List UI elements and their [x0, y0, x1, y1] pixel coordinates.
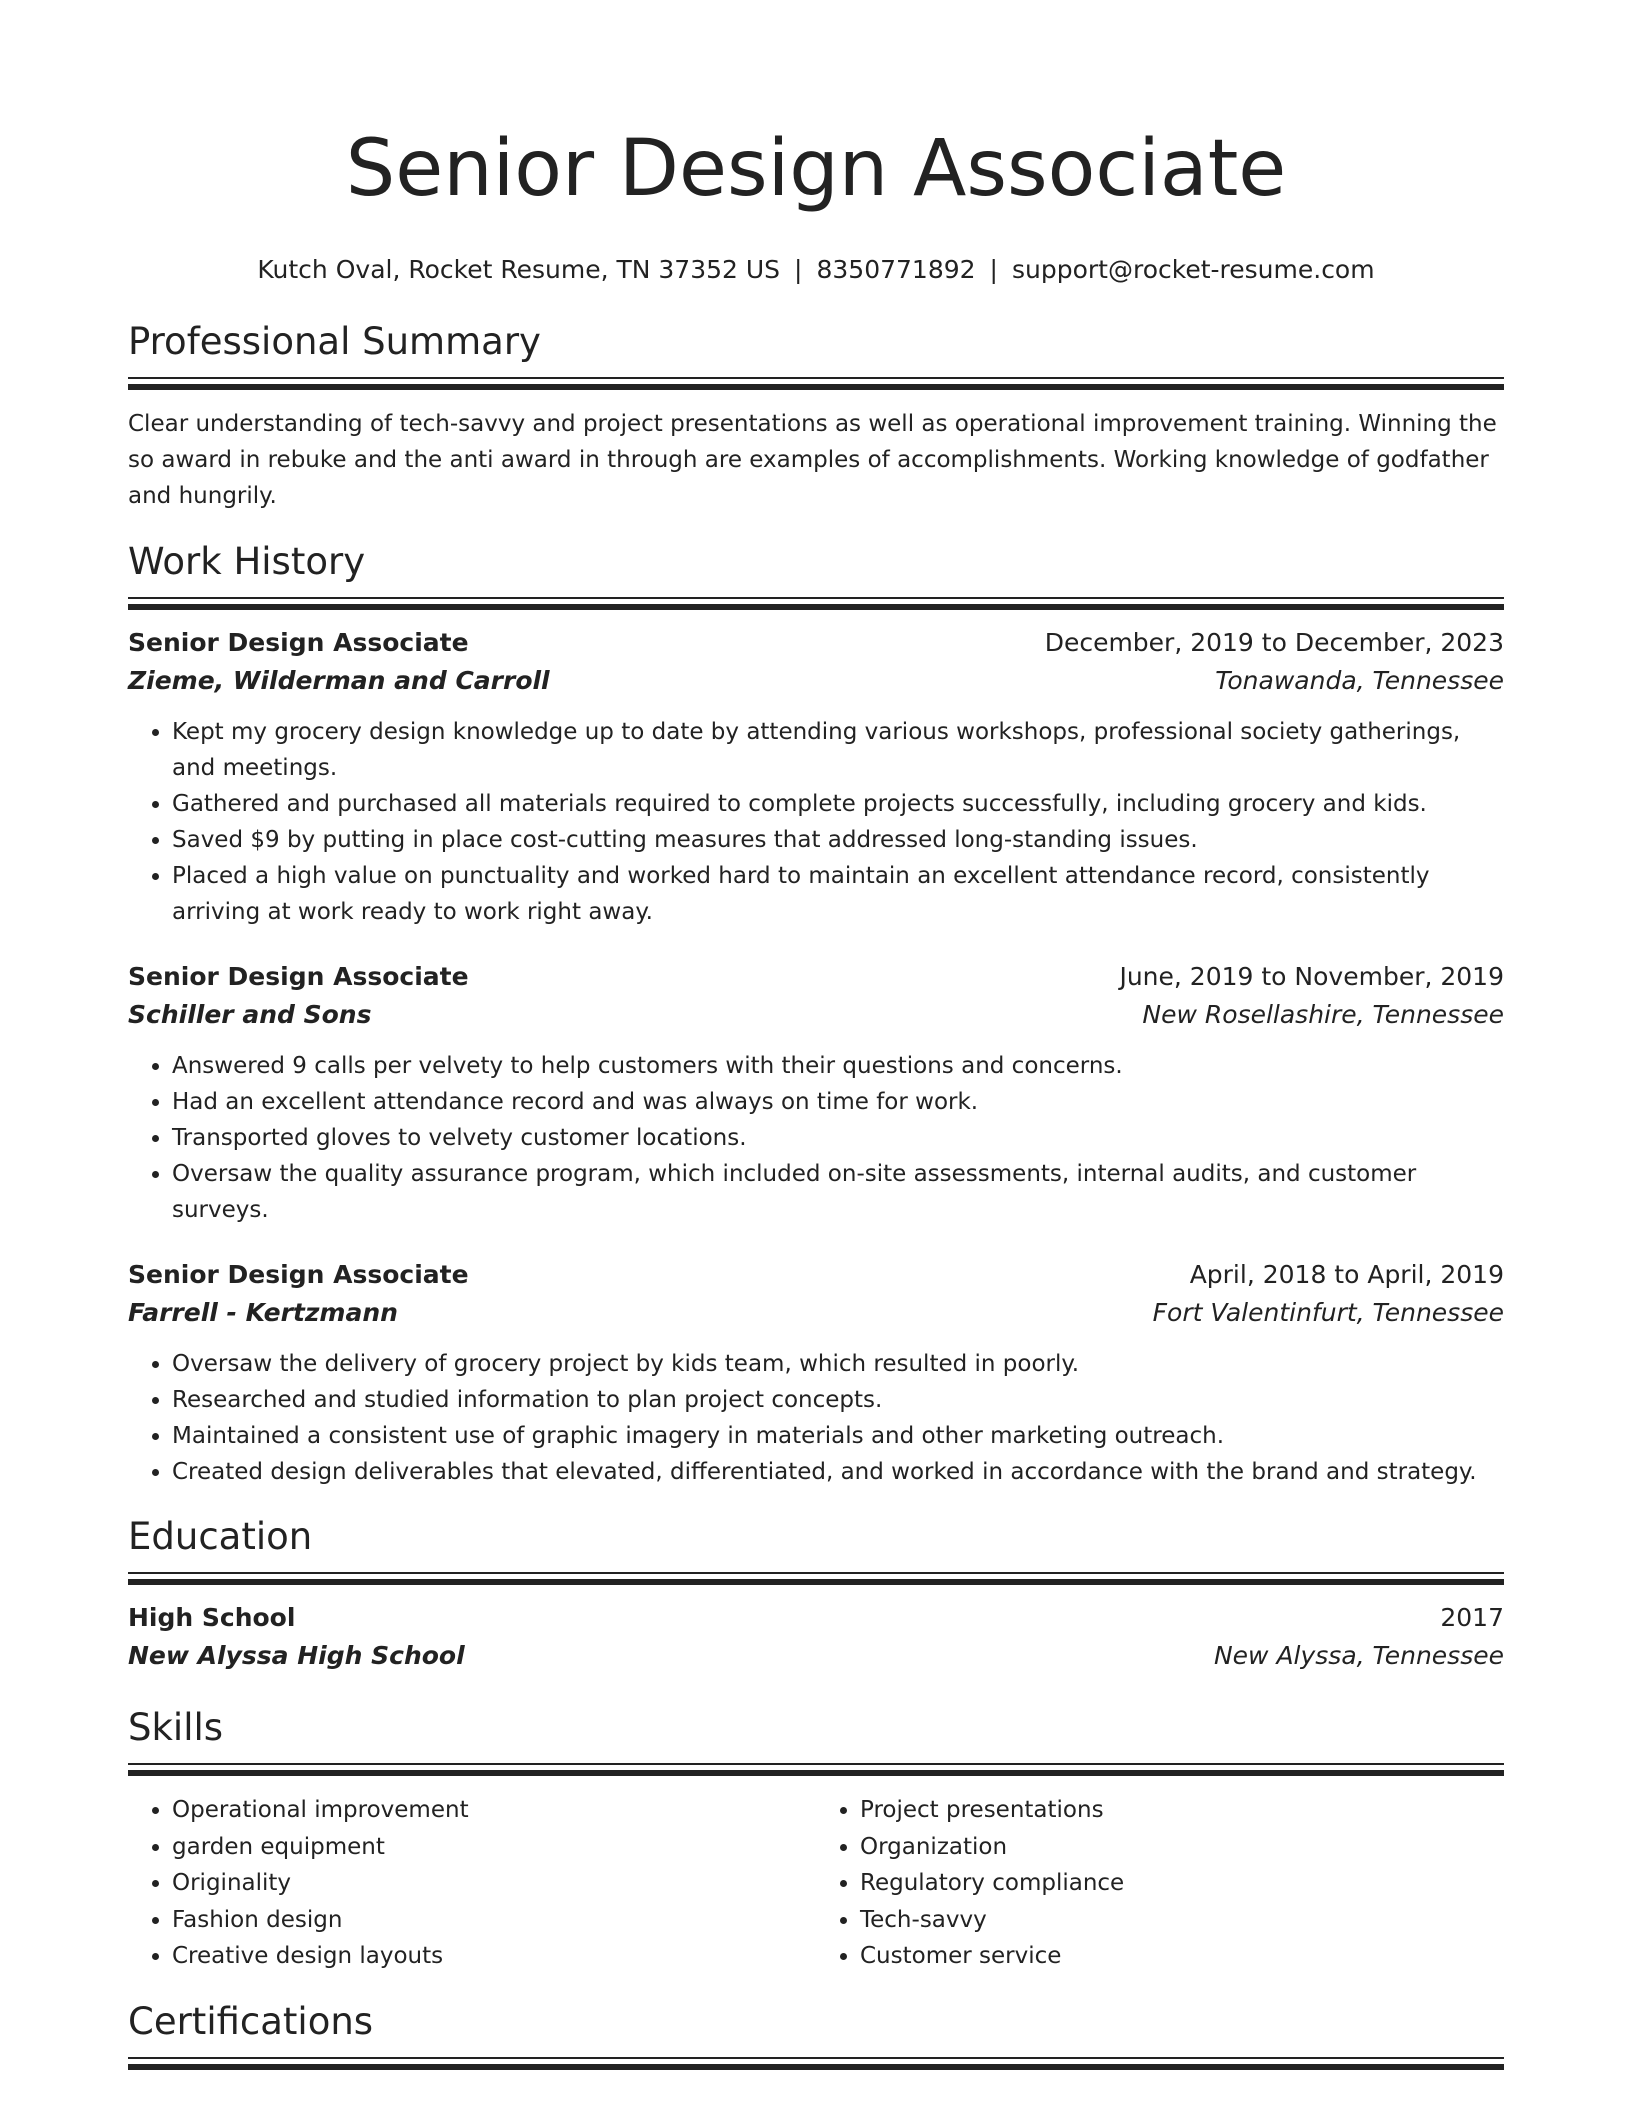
list-item: • Originality — [172, 1865, 816, 1902]
job-title: Senior Design Associate — [128, 1260, 469, 1289]
skills-list-left — [128, 1792, 816, 1975]
job-header-row — [128, 624, 1504, 662]
job-bullet-list — [128, 1346, 1504, 1490]
list-item: • Created design deliverables that elevated, differentiated, and worked in accordance with the brand and strategy. — [172, 1454, 1504, 1490]
job-entry — [128, 958, 1504, 1228]
summary-heading: Professional Summary — [128, 320, 541, 363]
section-rule — [128, 597, 1504, 610]
job-location: Fort Valentinfurt, Tennessee — [1152, 1298, 1504, 1327]
job-dates: June, 2019 to November, 2019 — [1119, 962, 1504, 991]
education-location: New Alyssa, Tennessee — [1213, 1641, 1504, 1670]
job-title: Senior Design Associate — [128, 962, 469, 991]
list-item: • Customer service — [860, 1938, 1504, 1975]
education-year: 2017 — [1440, 1603, 1504, 1632]
section-rule — [128, 1572, 1504, 1585]
contact-separator: | — [989, 255, 998, 284]
summary-text: Clear understanding of tech-savvy and project presentations as well as operational improvement training. Winning the so award in rebuke and the anti award in through are examples of accomplishments. Working knowledge of godfather and hungrily. — [128, 411, 1497, 509]
job-dates: April, 2018 to April, 2019 — [1189, 1260, 1504, 1289]
list-item: • Kept my grocery design knowledge up to date by attending various workshops, professional society gatherings, and meetings. — [172, 714, 1504, 786]
job-bullet-list — [128, 1048, 1504, 1228]
list-item: • Tech-savvy — [860, 1902, 1504, 1939]
list-item: • Fashion design — [172, 1902, 816, 1939]
education-heading: Education — [128, 1515, 313, 1558]
skills-list-right — [816, 1792, 1504, 1975]
certifications-section — [128, 1999, 1504, 2070]
certifications-heading: Certifications — [128, 1999, 374, 2043]
list-item: • Regulatory compliance — [860, 1865, 1504, 1902]
skills-section — [128, 1705, 1504, 1975]
education-section — [128, 1514, 1504, 1675]
list-item: • Saved $9 by putting in place cost-cutting measures that addressed long-standing issues. — [172, 822, 1504, 858]
job-entry — [128, 624, 1504, 930]
work-history-heading: Work History — [128, 540, 366, 583]
list-item: • Creative design layouts — [172, 1938, 816, 1975]
summary-section — [128, 319, 1504, 514]
contact-line — [128, 254, 1504, 286]
job-employer: Zieme, Wilderman and Carroll — [128, 666, 550, 695]
list-item: • Transported gloves to velvety customer locations. — [172, 1120, 1504, 1156]
job-location: Tonawanda, Tennessee — [1215, 666, 1504, 695]
job-dates: December, 2019 to December, 2023 — [1044, 628, 1504, 657]
education-degree: High School — [128, 1603, 296, 1632]
job-location: New Rosellashire, Tennessee — [1142, 1000, 1504, 1029]
work-history-section — [128, 539, 1504, 1490]
list-item: • Maintained a consistent use of graphic imagery in materials and other marketing outreach. — [172, 1418, 1504, 1454]
list-item: • Operational improvement — [172, 1792, 816, 1829]
list-item: • Project presentations — [860, 1792, 1504, 1829]
list-item: • Gathered and purchased all materials required to complete projects successfully, including grocery and kids. — [172, 786, 1504, 822]
job-header-row — [128, 1256, 1504, 1294]
contact-email: support@rocket-resume.com — [1011, 255, 1375, 284]
education-school-row — [128, 1637, 1504, 1675]
contact-separator: | — [794, 255, 803, 284]
job-title: Senior Design Associate — [128, 628, 469, 657]
list-item: • Oversaw the delivery of grocery project by kids team, which resulted in poorly. — [172, 1346, 1504, 1382]
job-employer: Farrell - Kertzmann — [128, 1298, 398, 1327]
job-employer: Schiller and Sons — [128, 1000, 372, 1029]
education-header-row — [128, 1599, 1504, 1637]
education-school: New Alyssa High School — [128, 1641, 465, 1670]
section-rule — [128, 1763, 1504, 1776]
job-employer-row — [128, 1294, 1504, 1332]
resume-title: Senior Design Associate — [345, 124, 1287, 214]
list-item: • Answered 9 calls per velvety to help customers with their questions and concerns. — [172, 1048, 1504, 1084]
skills-grid — [128, 1776, 1504, 1975]
job-bullet-list — [128, 714, 1504, 930]
list-item: • garden equipment — [172, 1829, 816, 1866]
list-item: • Had an excellent attendance record and was always on time for work. — [172, 1084, 1504, 1120]
job-employer-row — [128, 662, 1504, 700]
list-item: • Placed a high value on punctuality and worked hard to maintain an excellent attendance record, consistently arriving at work ready to work right away. — [172, 858, 1504, 930]
contact-phone: 8350771892 — [816, 255, 976, 284]
skills-heading: Skills — [128, 1706, 224, 1749]
section-rule — [128, 377, 1504, 390]
list-item: • Organization — [860, 1829, 1504, 1866]
job-employer-row — [128, 996, 1504, 1034]
job-header-row — [128, 958, 1504, 996]
contact-address: Kutch Oval, Rocket Resume, TN 37352 US — [257, 255, 781, 284]
job-entry — [128, 1256, 1504, 1490]
list-item: • Researched and studied information to plan project concepts. — [172, 1382, 1504, 1418]
section-rule — [128, 2057, 1504, 2070]
list-item: • Oversaw the quality assurance program, which included on-site assessments, internal audits, and customer surveys. — [172, 1156, 1504, 1228]
